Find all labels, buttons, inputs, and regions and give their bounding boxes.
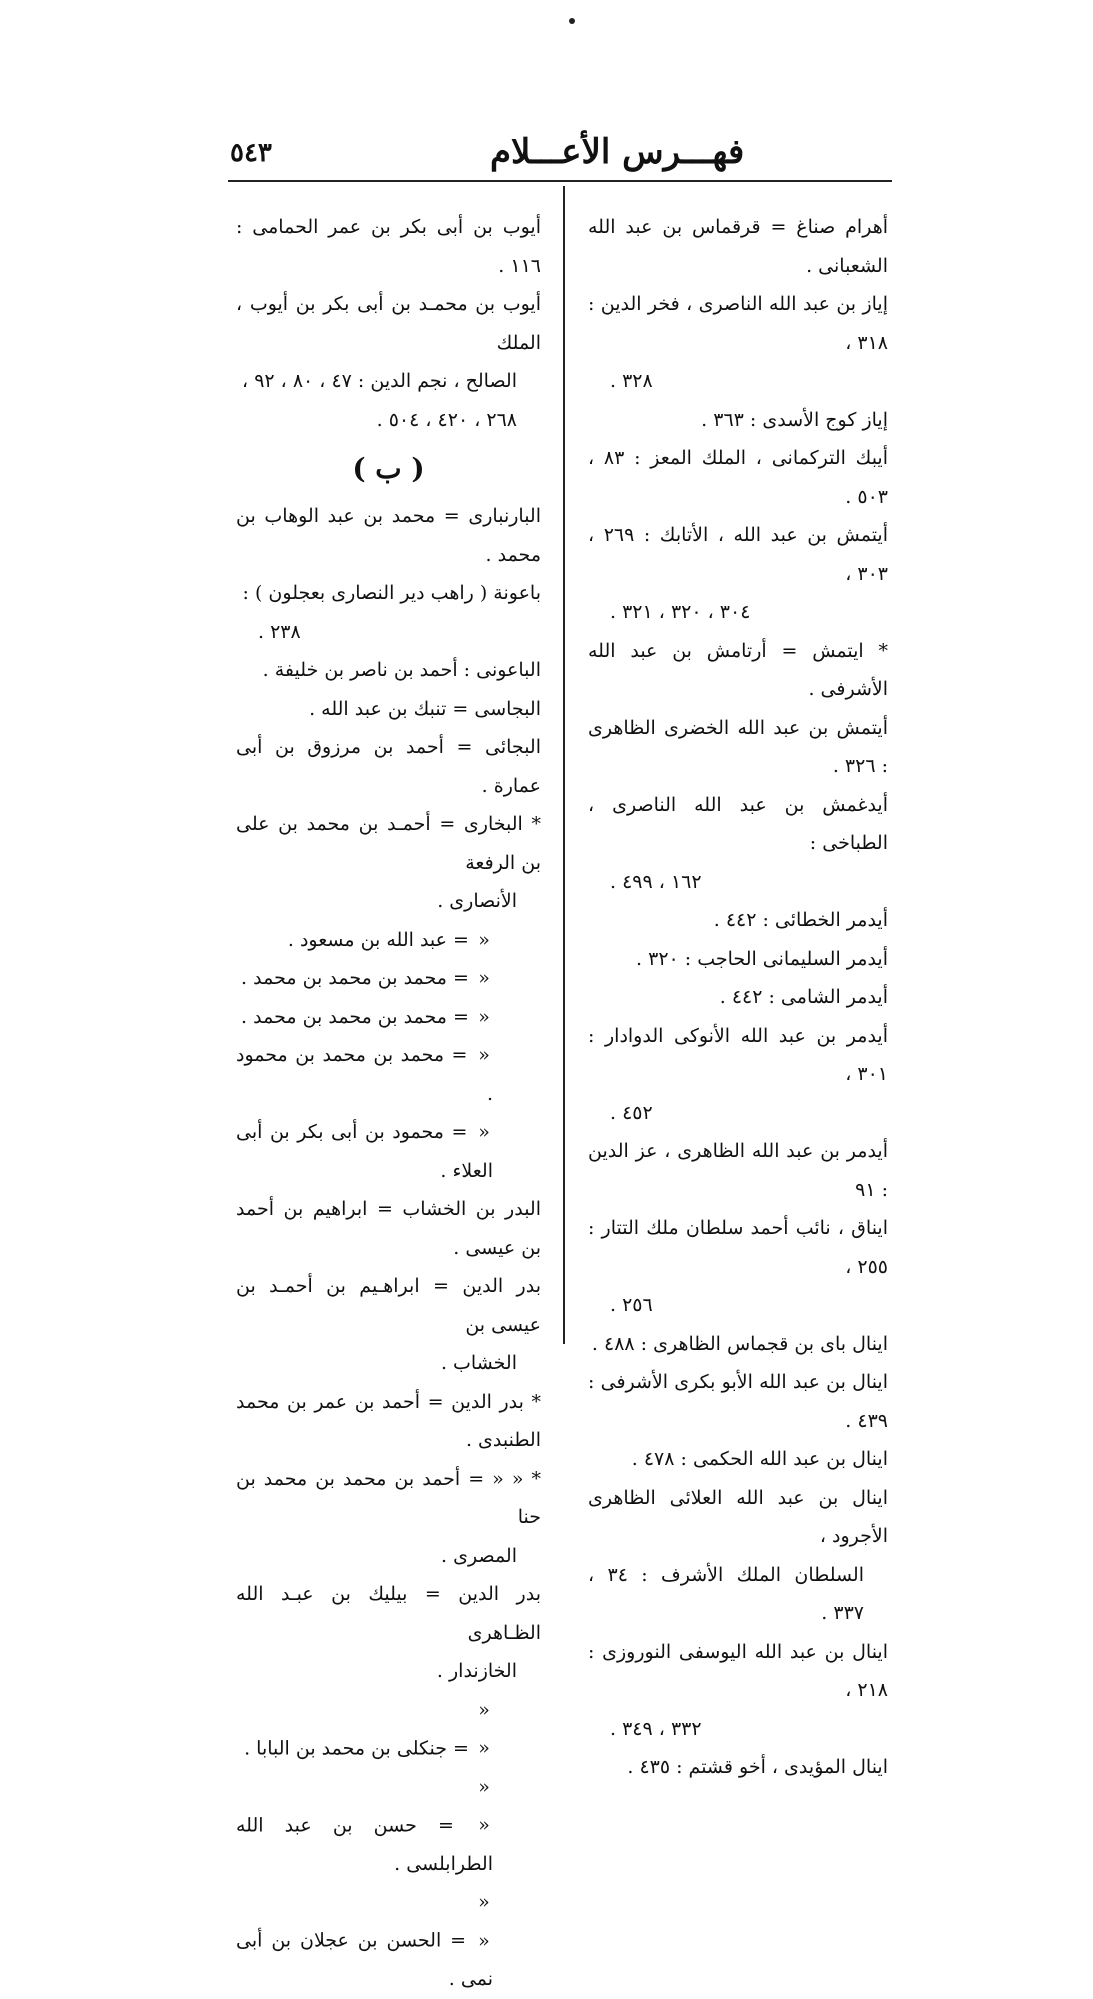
index-entry: أيدمر الشامى : ٤٤٢ . <box>719 986 888 1008</box>
index-entry: أيدمر السليمانى الحاجب : ٣٢٠ . <box>636 947 888 970</box>
index-entry: « = محمد بن محمد بن محمد . <box>236 998 541 1037</box>
index-entry: « = عبد الله بن مسعود . <box>236 921 541 960</box>
index-entry: « = محمد بن محمد بن محمود . <box>236 1036 541 1113</box>
index-entry: إياز بن عبد الله الناصرى ، فخر الدين : ٣١٨ ، ٣٢٨ . <box>588 293 888 392</box>
index-entry: الباعونى : أحمد بن ناصر بن خليفة . <box>262 659 541 681</box>
index-entry: اينال باى بن قجماس الظاهرى : ٤٨٨ . <box>591 1332 888 1355</box>
index-entry: إياز كوج الأسدى : ٣٦٣ . <box>701 408 888 431</box>
left-column <box>236 208 541 1999</box>
index-entry: أيدمر الخطائى : ٤٤٢ . <box>713 909 888 931</box>
ditto-mark: « « <box>478 1775 490 1836</box>
ditto-mark: « <box>478 1121 490 1143</box>
index-entry: أيوب بن أبى بكر بن عمر الحمامى : ١١٦ . <box>236 216 541 277</box>
index-entry: باعونة ( راهب دير النصارى بعجلون ) : ٢٣٨ . <box>242 582 541 643</box>
index-entry: * ايتمش = أرتامش بن عبد الله الأشرفى . <box>588 639 888 700</box>
index-entry: اينال بن عبد الله الحكمى : ٤٧٨ . <box>631 1448 888 1470</box>
index-entry: البجاسى = تنبك بن عبد الله . <box>309 697 541 720</box>
index-entry: البجائى = أحمد بن مرزوق بن أبى عمارة . <box>236 736 541 797</box>
index-entry: * البخارى = أحمـد بن محمد بن على بن الرفعة الأنصارى . <box>236 813 541 912</box>
index-entry: اينال بن عبد الله اليوسفى النوروزى : ٢١٨ ، ٣٣٢ ، ٣٤٩ . <box>588 1640 888 1740</box>
index-entry: « « = الحسن بن عجلان بن أبى نمى . <box>236 1883 541 1999</box>
index-entry: أيتمش بن عبد الله الخضرى الظاهرى : ٣٢٦ . <box>588 716 888 777</box>
page-title: فهـــرس الأعـــلام <box>490 132 745 172</box>
index-entry: أهرام صناغ = قرقماس بن عبد الله الشعبانى . <box>588 216 888 277</box>
column-divider <box>563 186 565 1344</box>
index-entry: أيدغمش بن عبد الله الناصرى ، الطباخى : ١٦٢ ، ٤٩٩ . <box>588 793 888 893</box>
index-entry: * بدر الدين = أحمد بن عمر بن محمد الطنبدى . <box>236 1390 541 1451</box>
index-entry: أيدمر بن عبد الله الأنوكى الدوادار : ٣٠١ ، ٤٥٢ . <box>588 1024 888 1124</box>
page-number: ٥٤٣ <box>230 138 272 168</box>
index-entry: بدر الدين = ابراهـيم بن أحمـد بن عيسى بن الخشاب . <box>236 1275 541 1374</box>
index-entry: أيدمر بن عبد الله الظاهرى ، عز الدين : ٩١ <box>588 1140 888 1201</box>
index-entry: بدر الدين = بيليك بن عبـد الله الظـاهرى الخازندار . <box>236 1583 541 1682</box>
index-entry: اينال بن عبد الله الأبو بكرى الأشرفى : ٤٣٩ . <box>588 1371 888 1432</box>
index-entry: أيبك التركمانى ، الملك المعز : ٨٣ ، ٥٠٣ . <box>588 447 888 508</box>
index-entry: البدر بن الخشاب = ابراهيم بن أحمد بن عيسى . <box>236 1198 541 1259</box>
ditto-mark: « <box>478 1044 490 1066</box>
index-entry: « = محمد بن محمد بن محمد . <box>236 959 541 998</box>
ditto-mark: « <box>478 928 490 951</box>
ditto-mark: « « <box>478 1698 490 1759</box>
index-entry: أيوب بن محمـد بن أبى بكر بن أيوب ، الملك الصالح ، نجم الدين : ٤٧ ، ٨٠ ، ٩٢ ، ٢٦٨ ، ٤٢٠ ، ٥٠٤ . <box>236 293 541 431</box>
page-dot <box>569 18 575 24</box>
ditto-mark: « <box>478 1005 490 1028</box>
index-entry: « « = جنكلى بن محمد بن البابا . <box>236 1691 541 1768</box>
index-entry: اينال بن عبد الله العلائى الظاهرى الأجرود ، السلطان الملك الأشرف : ٣٤ ، ٣٣٧ . <box>588 1486 888 1624</box>
index-entry: أيتمش بن عبد الله ، الأتابك : ٢٦٩ ، ٣٠٣ ، ٣٠٤ ، ٣٢٠ ، ٣٢١ . <box>588 524 889 623</box>
index-entry: * « « = أحمد بن محمد بن محمد بن حنا المصرى . <box>236 1467 541 1567</box>
section-letter: ( ب ) <box>352 452 425 485</box>
index-entry: البارنبارى = محمد بن عبد الوهاب بن محمد . <box>236 505 541 566</box>
page-header <box>230 128 890 178</box>
header-rule <box>228 180 892 182</box>
ditto-mark: « <box>478 967 490 989</box>
index-entry: اينال المؤيدى ، أخو قشتم : ٤٣٥ . <box>627 1756 888 1778</box>
index-entry: ايناق ، نائب أحمد سلطان ملك التتار : ٢٥٥ ، ٢٥٦ . <box>588 1217 888 1316</box>
index-entry: « « = حسن بن عبد الله الطرابلسى . <box>236 1768 541 1884</box>
index-entry: « = محمود بن أبى بكر بن أبى العلاء . <box>236 1113 541 1190</box>
right-column <box>588 208 888 1787</box>
ditto-mark: « « <box>478 1891 490 1952</box>
